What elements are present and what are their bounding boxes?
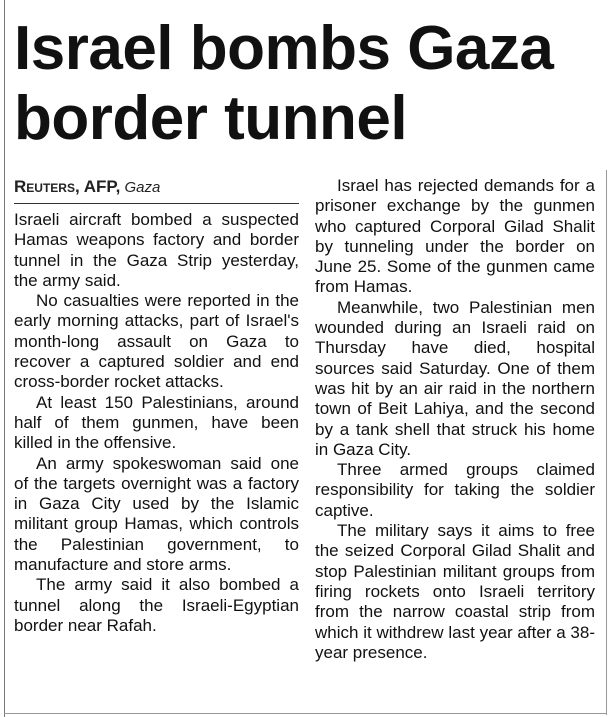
left-column [14,176,299,636]
byline [14,176,299,204]
byline-agencies: Reuters, AFP, [14,177,121,196]
paragraph: At least 150 Palestinians, around half of them gunmen, have been killed in the offensive. [14,392,299,453]
paragraph: Israeli aircraft bombed a suspected Hamas weapons factory and border tunnel in the Gaza Strip yesterday, the army said. [14,210,299,290]
right-margin-rule [606,170,607,715]
paragraph: Three armed groups claimed responsibility for taking the soldier captive. [315,460,595,520]
left-margin-rule [4,0,5,717]
headline: Israel bombs Gaza border tunnel [14,14,554,153]
paragraph: Meanwhile, two Palestinian men wounded during an Israeli raid on Thursday have died, hospital sources said Saturday. One of them was hit by an air raid in the northern town of Beit Lahiya, and the second by a tank shell that struck his home in Gaza City. [315,297,595,459]
bottom-margin-rule [4,713,607,714]
byline-location: Gaza [124,179,161,196]
right-column [315,176,595,663]
paragraph: An army spokeswoman said one of the targets overnight was a factory in Gaza City used by the Islamic militant group Hamas, which controls the Palestinian government, to manufacture and store arms. [14,453,299,575]
paragraph: The military says it aims to free the seized Corporal Gilad Shalit and stop Palestinian militant groups from firing rockets onto Israeli territory from the narrow coastal strip from which it withdrew last year after a 38-year presence. [315,521,595,662]
paragraph: Israel has rejected demands for a prisoner exchange by the gunmen who captured Corporal Gilad Shalit by tunneling under the border on June 25. Some of the gunmen came from Hamas. [315,176,595,297]
paragraph: The army said it also bombed a tunnel along the Israeli-Egyptian border near Rafah. [14,575,299,635]
paragraph: No casualties were reported in the early morning attacks, part of Israel's month-long assault on Gaza to recover a captured soldier and end cross-border rocket attacks. [14,291,299,392]
